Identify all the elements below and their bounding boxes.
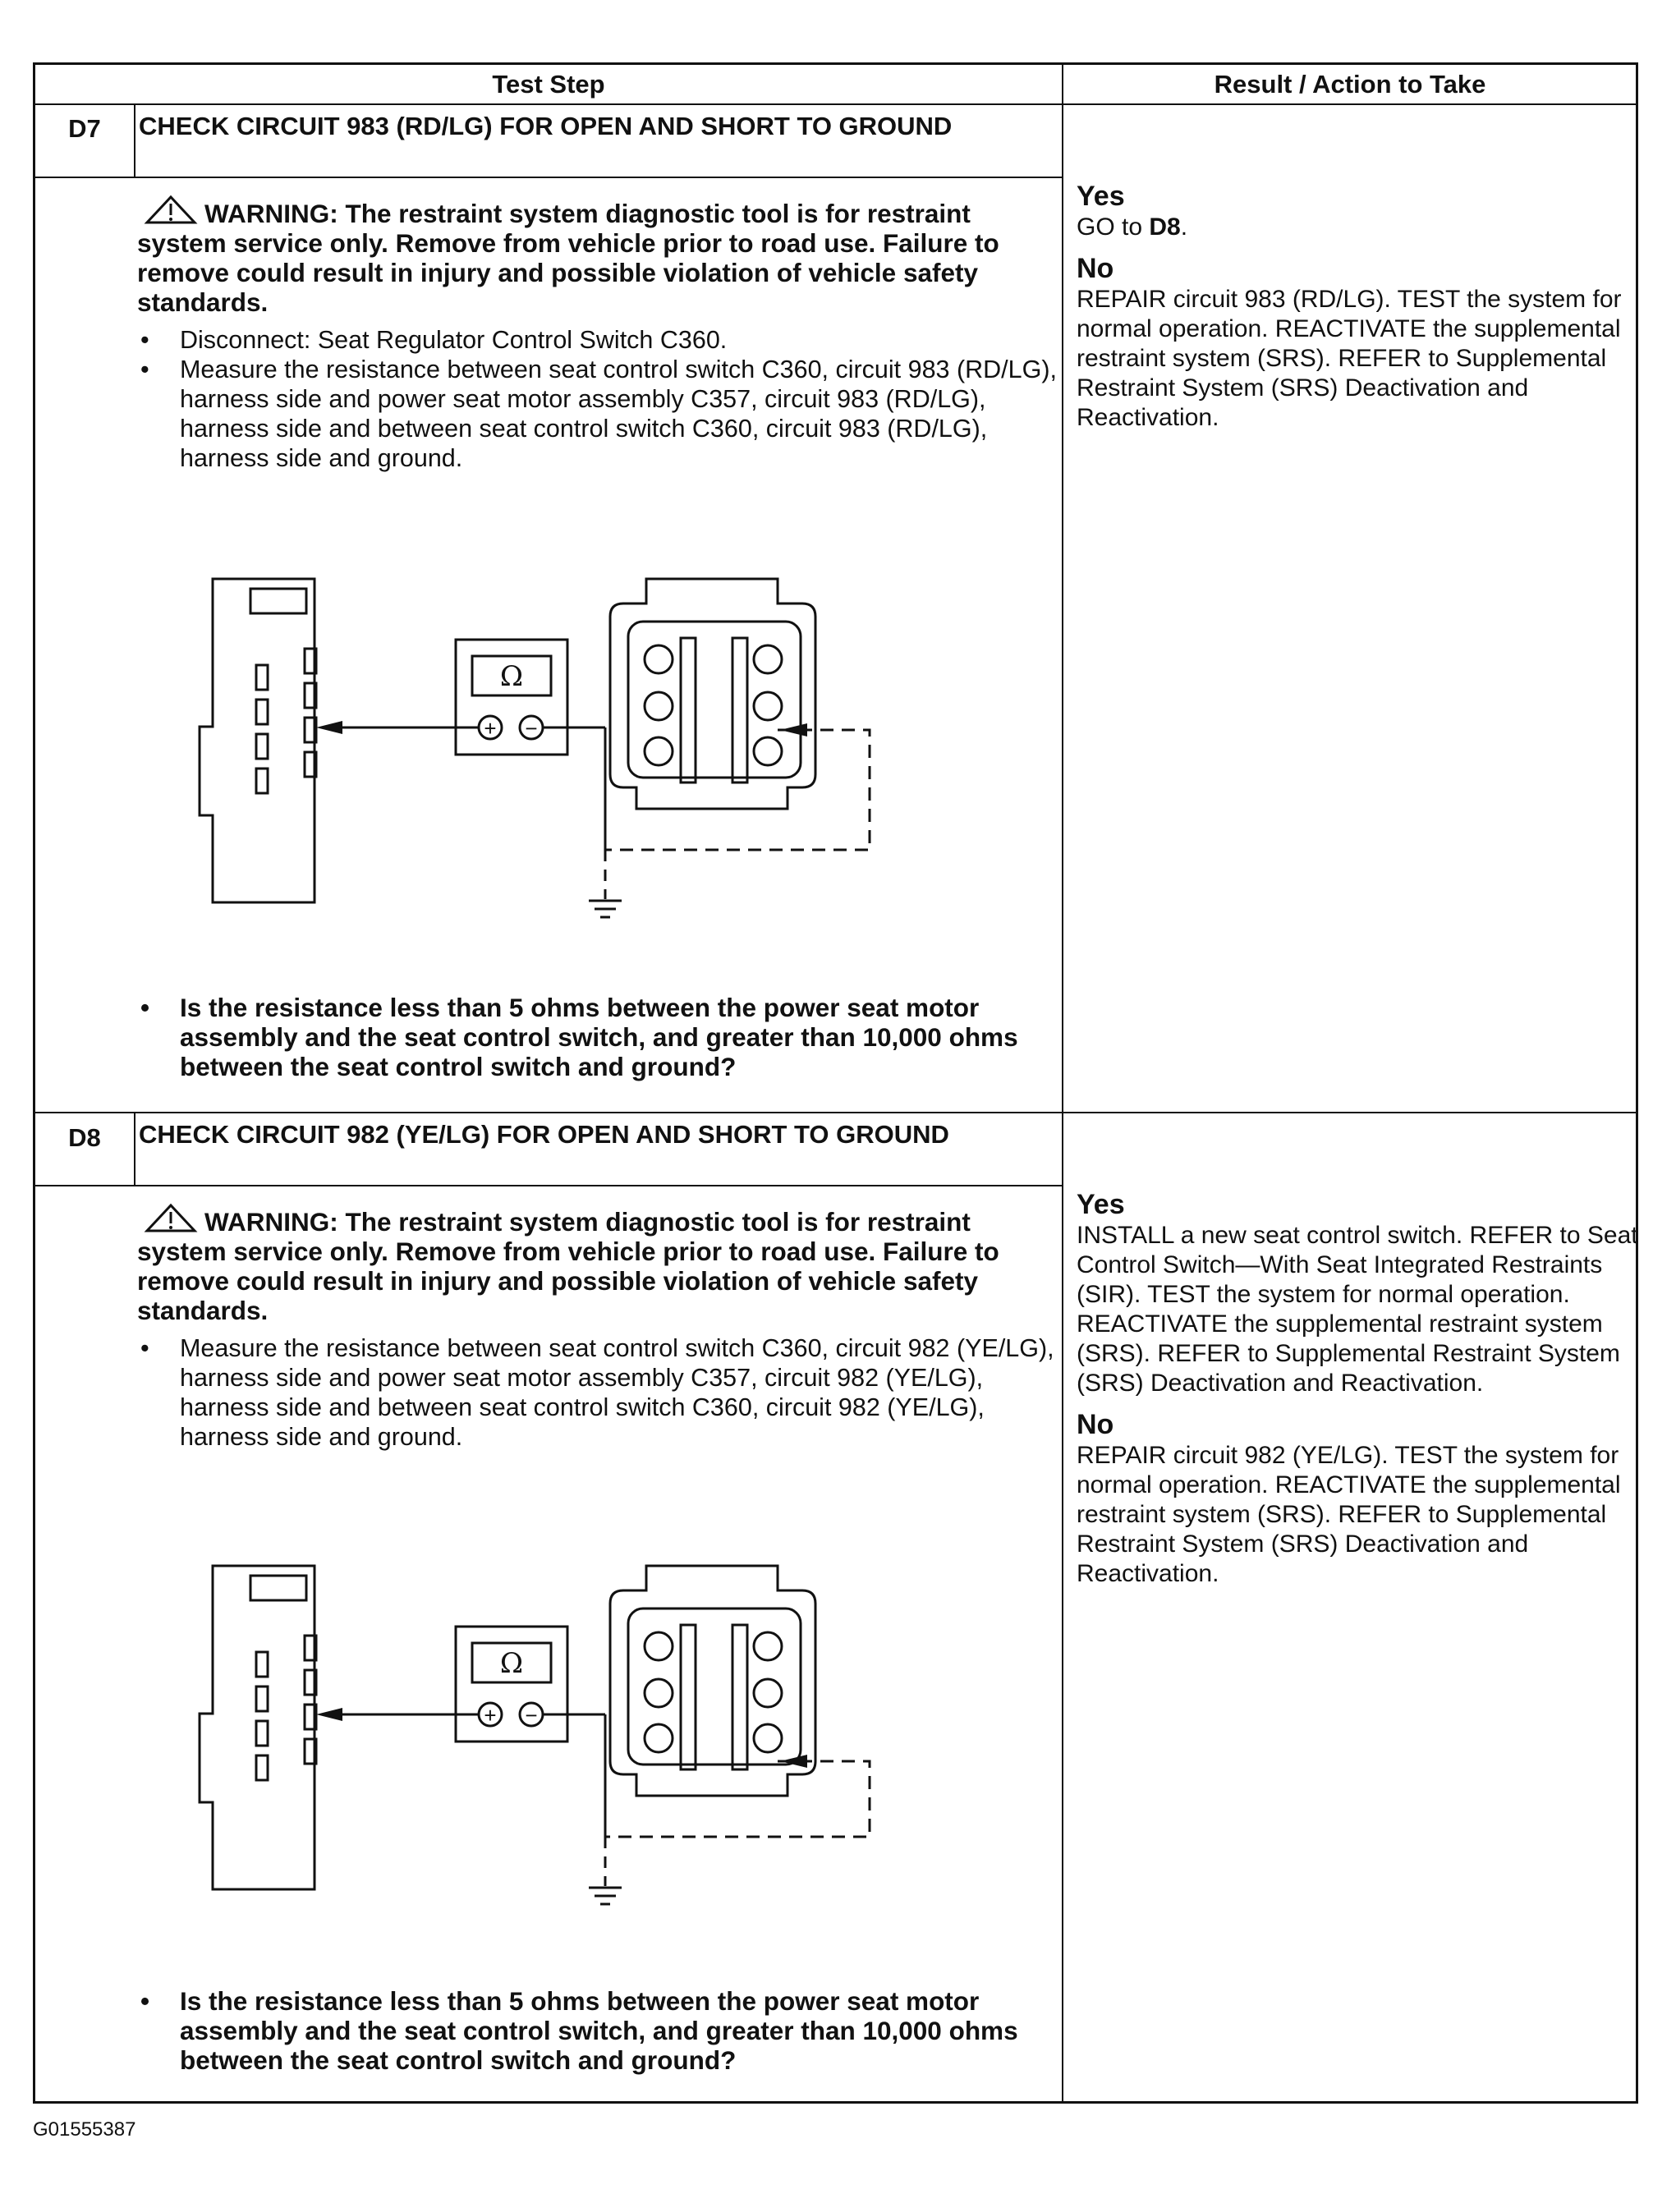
warning-d7	[137, 195, 1065, 317]
result-yes-text: GO to D8.	[1077, 213, 1188, 241]
figure-id: G01555387	[33, 2118, 136, 2141]
power-seat-motor-connector	[610, 579, 815, 809]
step-id-d7: D7	[68, 114, 101, 143]
result-no-label: No	[1077, 253, 1114, 284]
bullet-item: • Disconnect: Seat Regulator Control Switch C360.	[140, 326, 728, 354]
svg-text:+: +	[484, 1703, 497, 1728]
warning-text-d7: WARNING: The restraint system diagnostic tool is for restraint system service only. Remove from vehicle prior to road use. Failure to remove could result in injury and possible violation of vehicle safety standards.	[137, 199, 999, 317]
header-result: Result / Action to Take	[1214, 70, 1486, 99]
warning-triangle-icon	[144, 1203, 198, 1234]
bullets-d8	[137, 1333, 1065, 1452]
header-divider	[35, 103, 1636, 105]
header-test-step: Test Step	[492, 70, 605, 99]
row-divider	[35, 1112, 1636, 1113]
resistance-test-diagram-d7	[178, 562, 901, 948]
question-d8: • Is the resistance less than 5 ohms between the power seat motor assembly and the seat control switch, and greater than 10,000 ohms between the seat control switch and ground?	[140, 1986, 1018, 2075]
warning-text-d8: WARNING: The restraint system diagnostic tool is for restraint system service only. Remove from vehicle prior to road use. Failure to remove could result in injury and possible violation of vehicle safety standards.	[137, 1207, 999, 1325]
diagnostic-table	[33, 62, 1638, 2104]
result-yes-label: Yes	[1077, 1189, 1125, 1220]
result-d8	[1077, 1188, 1672, 1589]
step-title-d8: CHECK CIRCUIT 982 (YE/LG) FOR OPEN AND SHORT TO GROUND	[139, 1120, 949, 1149]
step-title-d7: CHECK CIRCUIT 983 (RD/LG) FOR OPEN AND SHORT TO GROUND	[139, 112, 953, 140]
svg-text:+: +	[484, 716, 497, 741]
result-d7	[1077, 180, 1672, 433]
result-yes-text: INSTALL a new seat control switch. REFER to Seat Control Switch—With Seat Integrated Restraints (SIR). TEST the system for normal operation. REACTIVATE the supplemental restraint system (SRS). REFER to Supplemental Restraint System (SRS) Deactivation and Reactivation.	[1077, 1222, 1638, 1397]
svg-text:−: −	[525, 716, 538, 741]
result-no-text: REPAIR circuit 982 (YE/LG). TEST the system for normal operation. REACTIVATE the supplemental restraint system (SRS). REFER to Supplemental Restraint System (SRS) Deactivation and Reactivation.	[1077, 1442, 1621, 1587]
d8-id-divider	[134, 1112, 135, 1185]
result-no-text: REPAIR circuit 983 (RD/LG). TEST the system for normal operation. REACTIVATE the supplemental restraint system (SRS). REFER to Supplemental Restraint System (SRS) Deactivation and Reactivation.	[1077, 286, 1622, 431]
d7-title-divider	[35, 177, 1062, 178]
result-no-label: No	[1077, 1409, 1114, 1440]
d7-id-divider	[134, 103, 135, 177]
result-yes-label: Yes	[1077, 181, 1125, 212]
question-d7: • Is the resistance less than 5 ohms between the power seat motor assembly and the seat control switch, and greater than 10,000 ohms between the seat control switch and ground?	[140, 993, 1018, 1081]
svg-text:−: −	[525, 1703, 538, 1728]
d8-title-divider	[35, 1185, 1062, 1186]
resistance-test-diagram-d8	[178, 1549, 901, 1935]
ohm-symbol-d7: Ω	[499, 660, 524, 693]
bullet-item: • Measure the resistance between seat control switch C360, circuit 982 (YE/LG), harness side and power seat motor assembly C357, circuit 982 (YE/LG), harness side and between seat control switch C360, circuit 982 (YE/LG), harness side and ground.	[140, 1334, 1054, 1451]
bullet-item: • Measure the resistance between seat control switch C360, circuit 983 (RD/LG), harness side and power seat motor assembly C357, circuit 983 (RD/LG), harness side and between seat control switch C360, circuit 983 (RD/LG), harness side and ground.	[140, 356, 1057, 472]
ohm-symbol-d8: Ω	[499, 1647, 524, 1680]
step-id-d8: D8	[68, 1123, 101, 1152]
bullets-d7	[137, 325, 1065, 473]
warning-triangle-icon	[144, 195, 198, 226]
warning-d8	[137, 1203, 1065, 1325]
goto-step-link: D8	[1149, 213, 1181, 241]
